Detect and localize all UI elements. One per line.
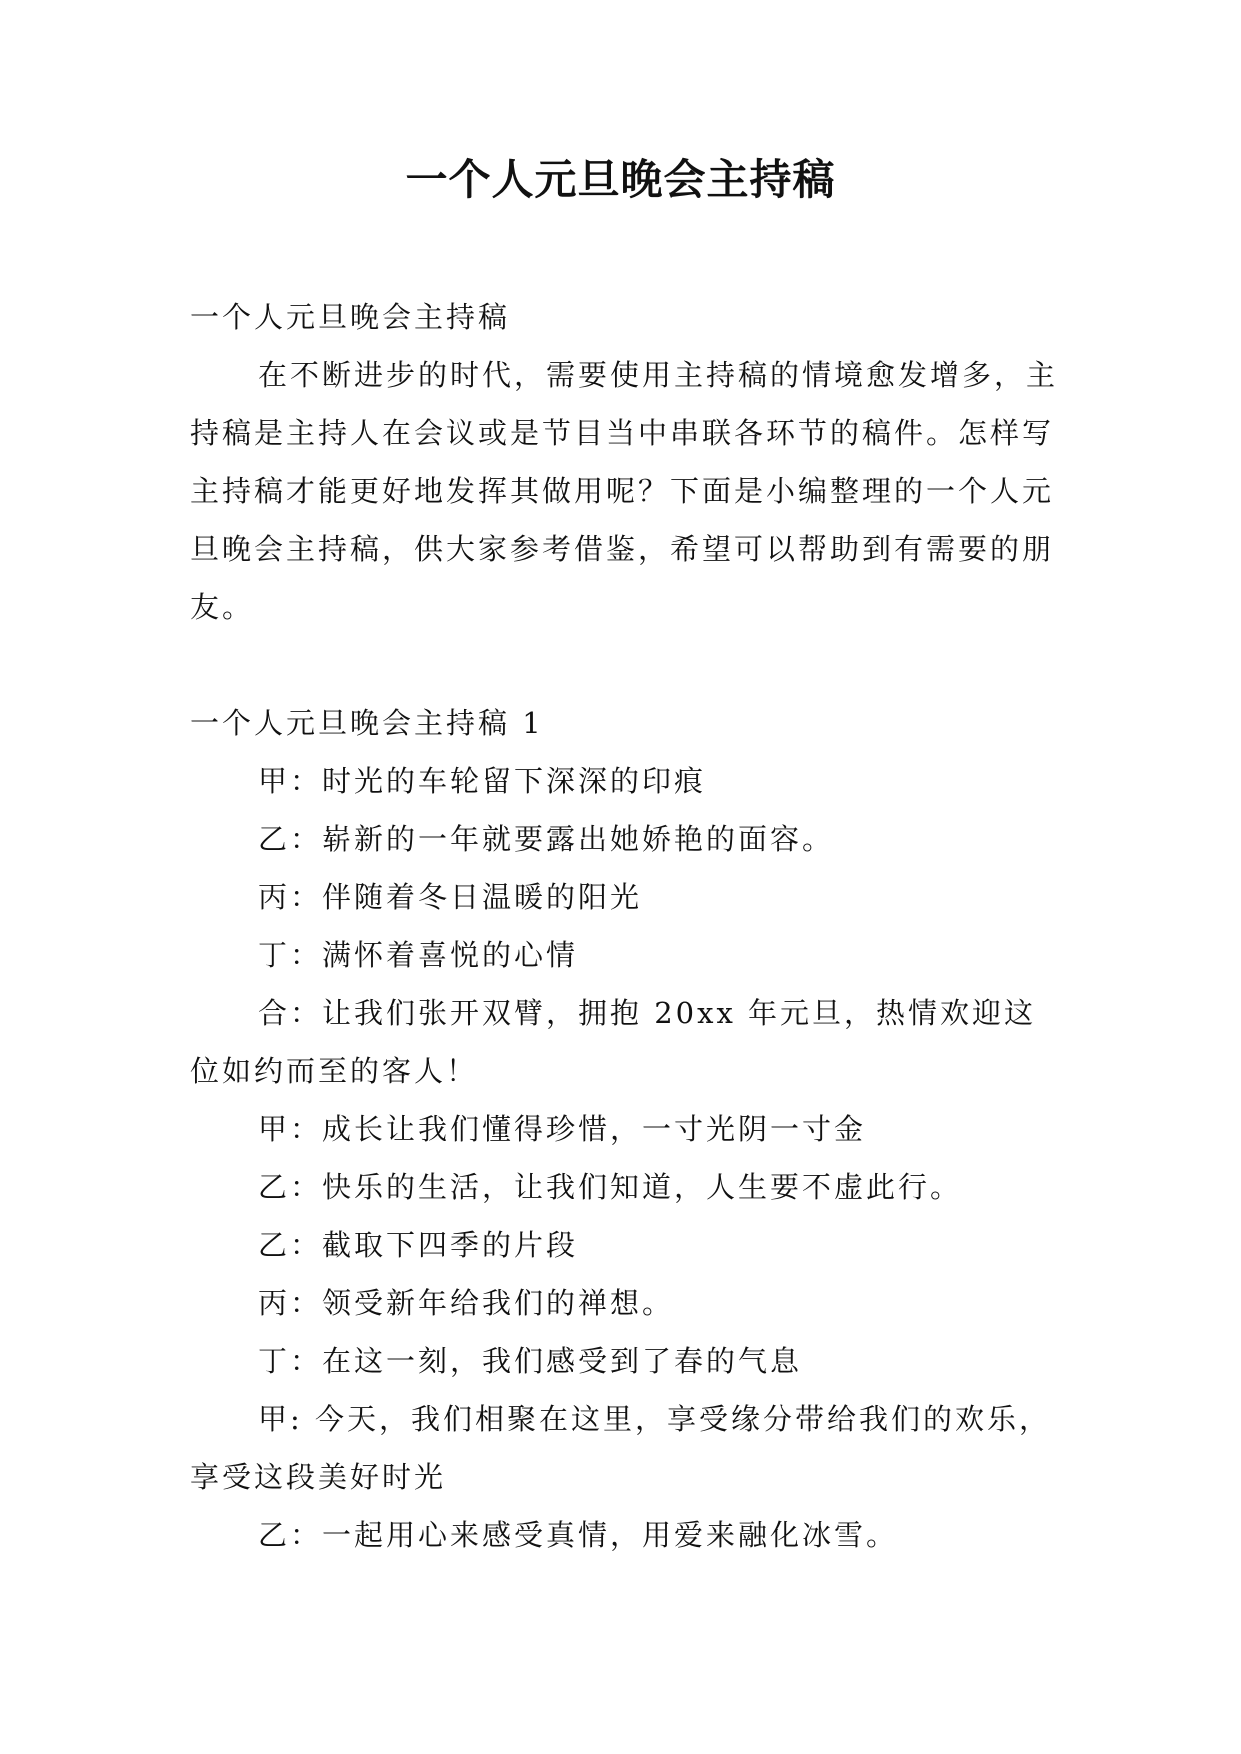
script-line: 甲: 今天，我们相聚在这里，享受缘分带给我们的欢乐，享受这段美好时光 [190,1402,1051,1494]
script-line: 丁：在这一刻，我们感受到了春的气息 [258,1344,803,1378]
intro-paragraph: 在不断进步的时代，需要使用主持稿的情境愈发增多，主持稿是主持人在会议或是节目当中串联各环节的稿件。怎样写主持稿才能更好地发挥其做用呢？下面是小编整理的一个人元旦晚会主持稿，供大家参考借鉴，希望可以帮助到有需要的朋友。 [190,358,1059,624]
script-line: 丁：满怀着喜悦的心情 [258,938,579,972]
script-line: 丙：领受新年给我们的禅想。 [258,1286,675,1320]
script-line: 合：让我们张开双臂，拥抱 20xx 年元旦，热情欢迎这位如约而至的客人！ [190,996,1037,1088]
script-line: 乙：一起用心来感受真情，用爱来融化冰雪。 [258,1518,899,1552]
paragraph-spacer [190,636,1060,694]
script-line: 乙：崭新的一年就要露出她娇艳的面容。 [258,822,835,856]
script-line: 甲：时光的车轮留下深深的印痕 [258,764,707,798]
script-line: 乙：快乐的生活，让我们知道，人生要不虚此行。 [258,1170,963,1204]
document-body [190,288,1060,1564]
script-line: 乙：截取下四季的片段 [258,1228,579,1262]
section-heading: 一个人元旦晚会主持稿 1 [190,706,544,740]
document-title: 一个人元旦晚会主持稿 [405,155,836,204]
script-line: 丙：伴随着冬日温暖的阳光 [258,880,643,914]
section-heading: 一个人元旦晚会主持稿 [190,300,511,334]
script-line: 甲：成长让我们懂得珍惜，一寸光阴一寸金 [258,1112,867,1146]
